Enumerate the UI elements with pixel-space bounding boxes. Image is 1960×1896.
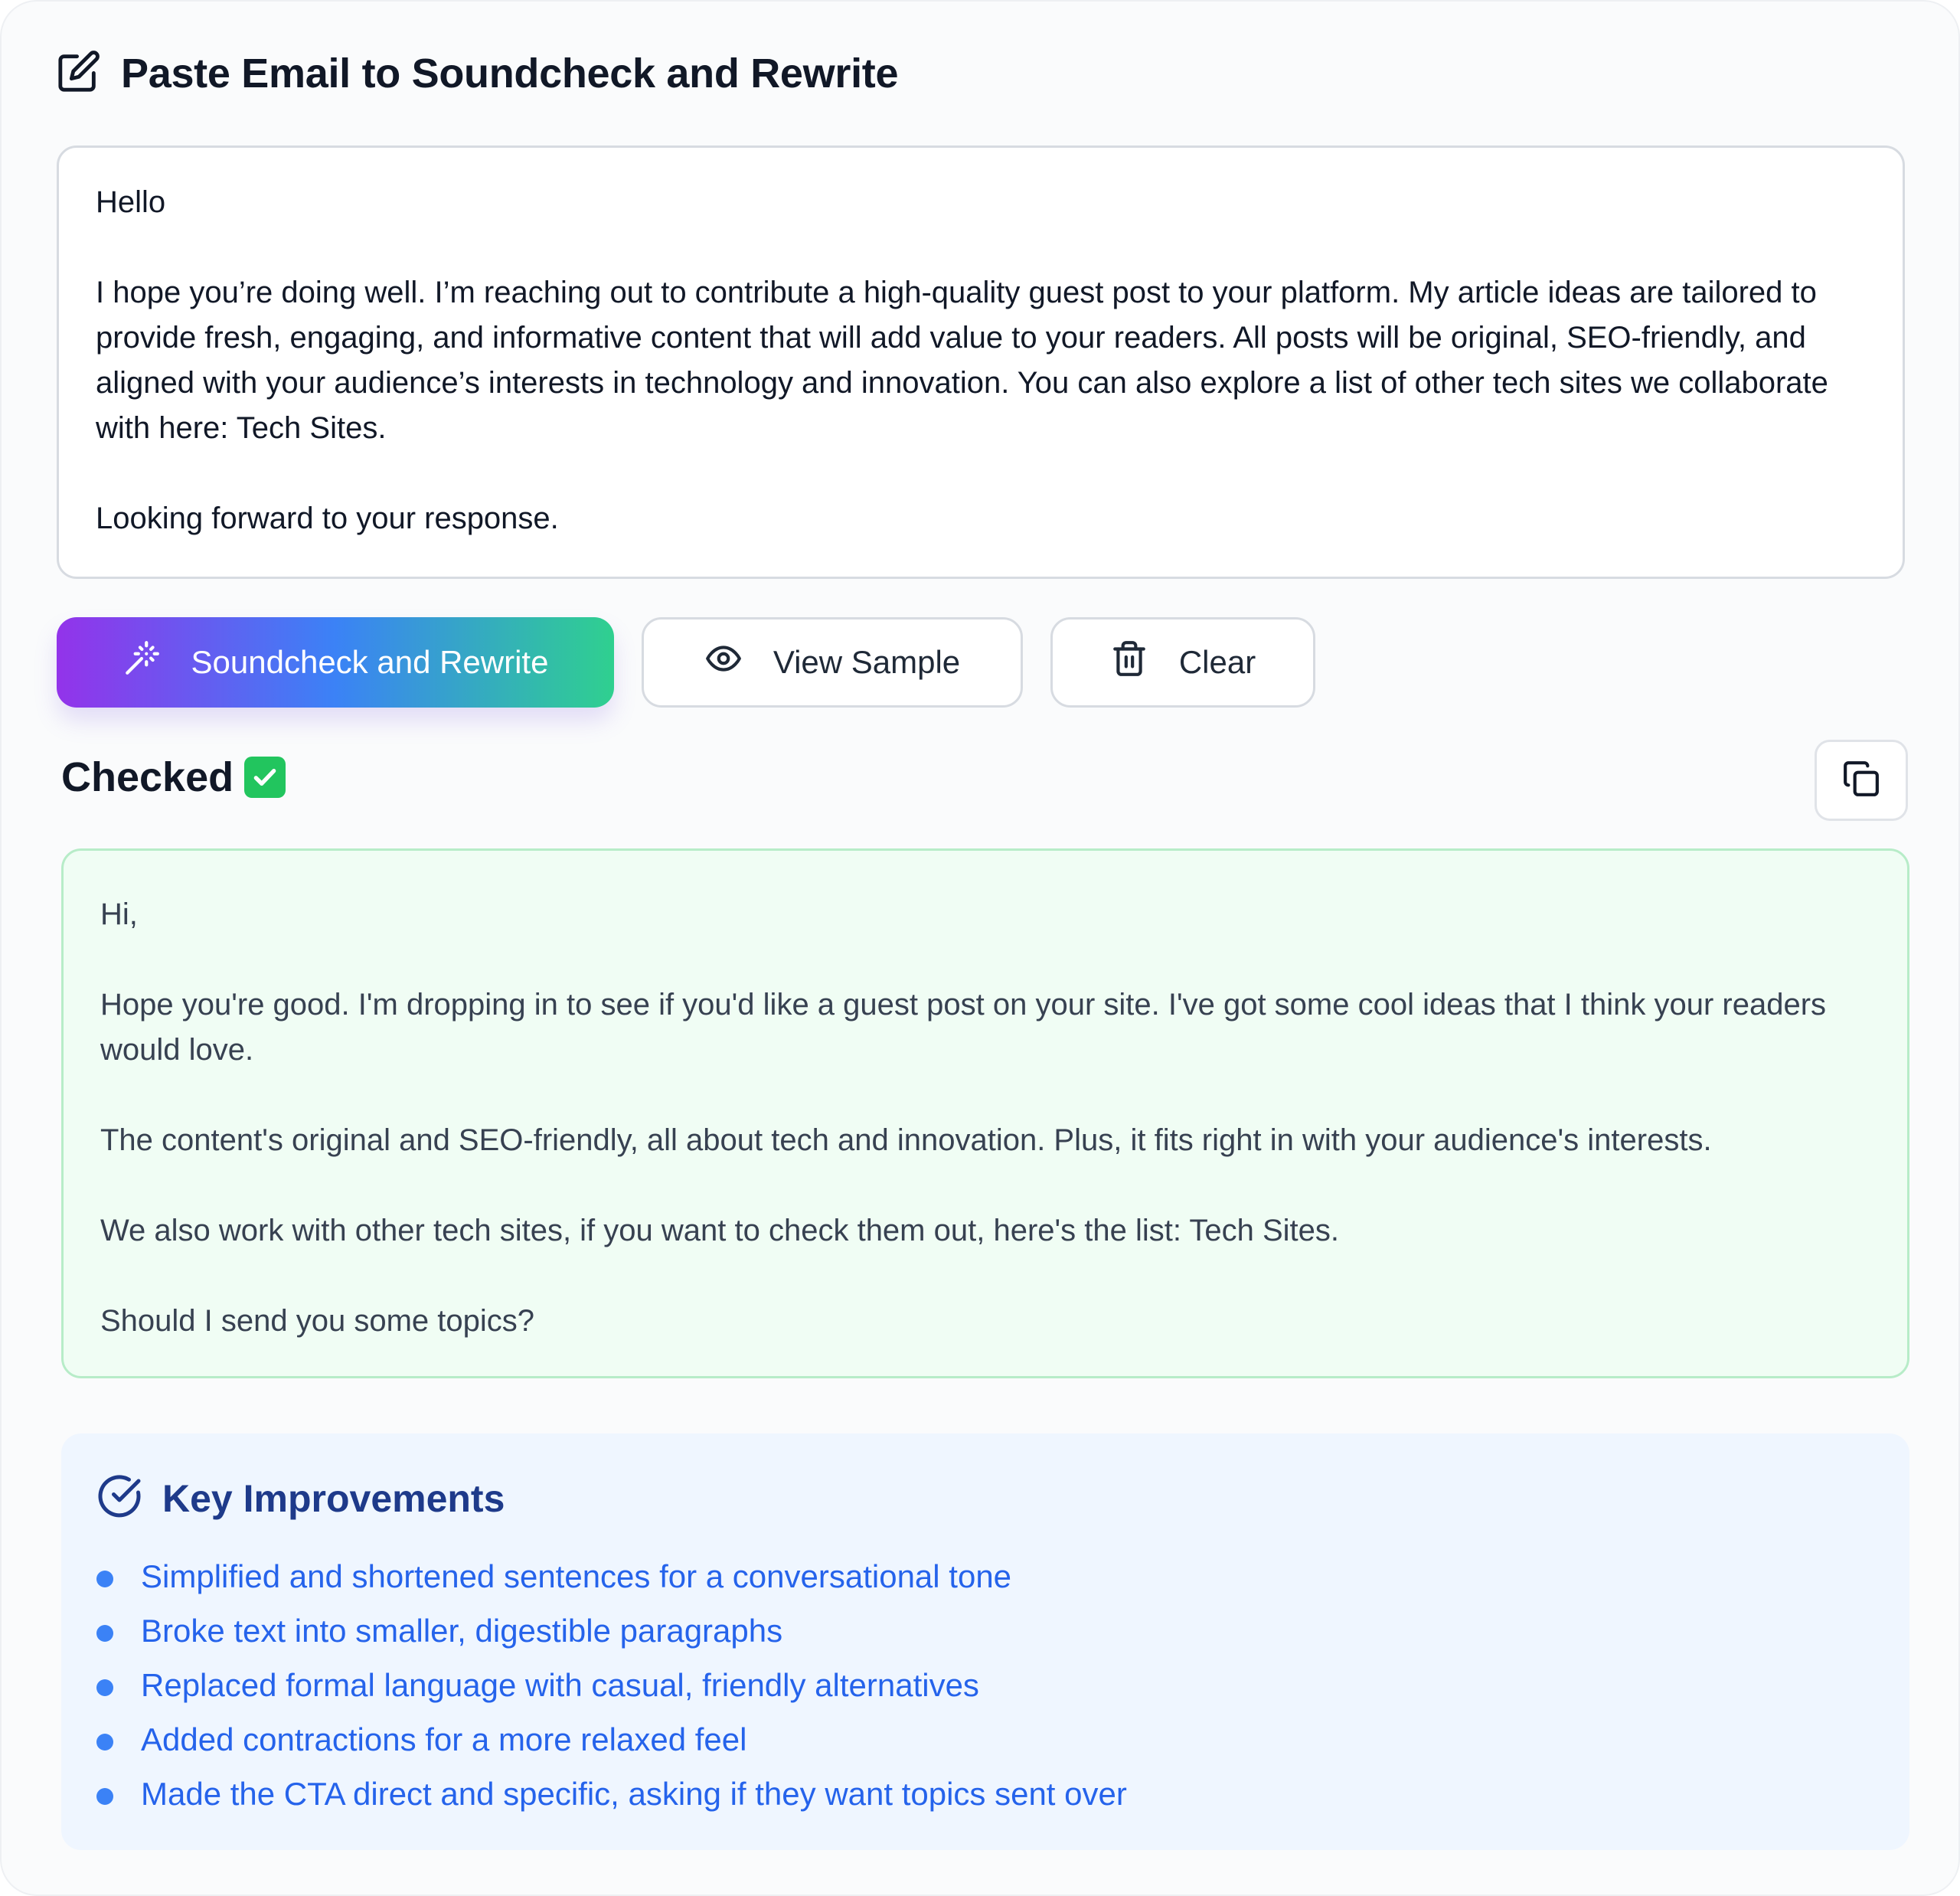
view-sample-label: View Sample [773, 644, 961, 680]
input-paragraph: I hope you’re doing well. I’m reaching out to contribute a high-quality guest post to your platform. My article ideas are tailored to provide fresh, engaging, and informative content that will add value to your readers. All posts will be original, SEO-friendly, and aligned with your audience’s interests in technology and innovation. You can also explore a list of other tech sites we collaborate with here: Tech Sites. [96, 276, 1828, 445]
clear-label: Clear [1178, 644, 1256, 680]
key-improvements-panel [61, 1433, 1909, 1850]
trash-icon [1110, 639, 1148, 685]
clear-button[interactable] [1050, 617, 1315, 708]
output-paragraph: Should I send you some topics? [100, 1304, 535, 1338]
list-item [96, 1767, 1874, 1821]
bullet-icon [96, 1625, 113, 1642]
input-paragraph: Looking forward to your response. [96, 502, 559, 535]
rewrite-button-label: Soundcheck and Rewrite [191, 644, 549, 680]
improvements-header [96, 1473, 1874, 1523]
input-paragraph: Hello [96, 185, 166, 219]
result-header [61, 753, 286, 801]
bullet-icon [96, 1788, 113, 1805]
check-mark-icon [244, 757, 286, 798]
improvement-text: Added contractions for a more relaxed feel [141, 1721, 747, 1757]
action-buttons [57, 617, 1315, 708]
checked-label: Checked [61, 754, 234, 800]
page-title: Paste Email to Soundcheck and Rewrite [121, 50, 899, 96]
improvements-list [96, 1549, 1874, 1821]
output-paragraph: Hi, [100, 897, 138, 931]
improvements-title: Key Improvements [162, 1476, 505, 1520]
list-item [96, 1549, 1874, 1603]
email-input[interactable] [57, 145, 1905, 579]
view-sample-button[interactable] [642, 617, 1023, 708]
bullet-icon [96, 1571, 113, 1587]
header [57, 49, 898, 97]
copy-icon [1842, 760, 1880, 802]
list-item [96, 1658, 1874, 1712]
improvement-text: Simplified and shortened sentences for a conversational tone [141, 1558, 1012, 1594]
list-item [96, 1712, 1874, 1767]
output-paragraph: Hope you're good. I'm dropping in to see if you'd like a guest post on your site. I've got some cool ideas that I think your readers would love. [100, 988, 1827, 1067]
bullet-icon [96, 1679, 113, 1696]
edit-icon [57, 49, 101, 97]
magic-wand-icon [122, 639, 161, 685]
improvement-text: Broke text into smaller, digestible paragraphs [141, 1612, 783, 1649]
list-item [96, 1603, 1874, 1658]
soundcheck-rewrite-button[interactable] [57, 617, 614, 708]
copy-button[interactable] [1815, 740, 1908, 821]
bullet-icon [96, 1734, 113, 1751]
rewritten-email [61, 848, 1909, 1378]
improvement-text: Made the CTA direct and specific, asking if they want topics sent over [141, 1775, 1127, 1812]
improvement-text: Replaced formal language with casual, friendly alternatives [141, 1666, 979, 1703]
check-circle-icon [96, 1473, 142, 1523]
output-paragraph: We also work with other tech sites, if you want to check them out, here's the list: Tech Sites. [100, 1214, 1340, 1247]
eye-icon [704, 639, 743, 685]
output-paragraph: The content's original and SEO-friendly, all about tech and innovation. Plus, it fits right in with your audience's interests. [100, 1123, 1712, 1157]
